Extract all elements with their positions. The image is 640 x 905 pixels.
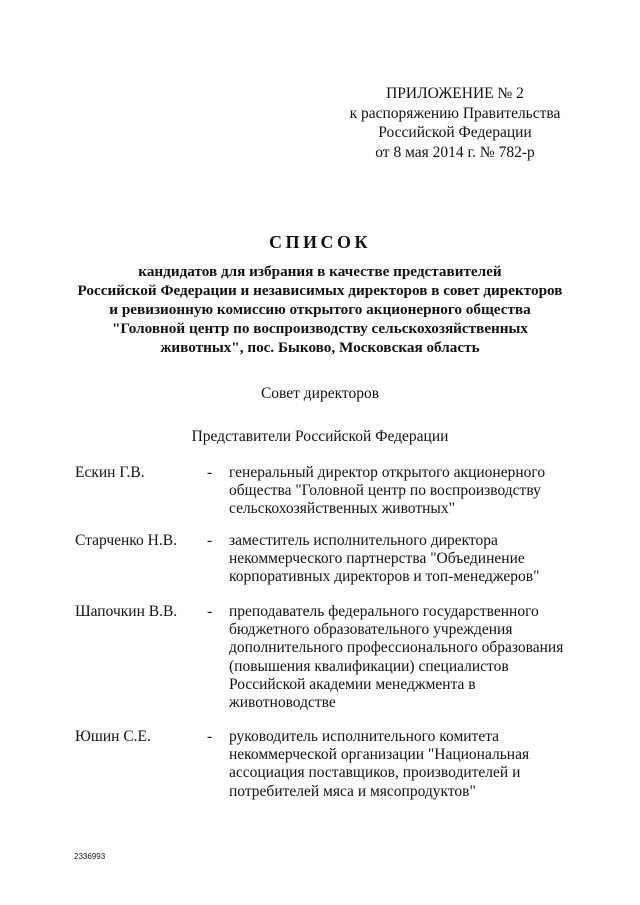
member-description bbox=[229, 603, 563, 712]
section-heading-representatives: Представители Российской Федерации bbox=[191, 428, 449, 445]
member-dash: - bbox=[207, 464, 213, 481]
annex-reference: к распоряжению Правительства bbox=[349, 104, 561, 122]
subtitle-line: "Головной центр по воспроизводству сельскохозяйственных bbox=[111, 320, 529, 337]
member-name: Старченко Н.В. bbox=[75, 532, 177, 549]
subtitle-line: кандидатов для избрания в качестве представителей bbox=[138, 263, 502, 280]
member-dash: - bbox=[207, 603, 213, 620]
member-name: Шапочкин В.В. bbox=[75, 603, 178, 620]
subtitle-line: Российской Федерации и независимых директоров в совет директоров bbox=[77, 282, 563, 299]
member-dash: - bbox=[207, 532, 213, 549]
description-line: корпоративных директоров и топ-менеджеров" bbox=[229, 568, 540, 586]
description-line: руководитель исполнительного комитета bbox=[229, 728, 500, 745]
description-line: заместитель исполнительного директора bbox=[229, 532, 498, 549]
document-title: СПИСОК bbox=[268, 232, 372, 252]
description-line: генеральный директор открытого акционерного bbox=[229, 464, 546, 481]
description-line: животноводстве bbox=[229, 694, 336, 712]
member-description bbox=[229, 532, 539, 587]
annex-authority: Российской Федерации bbox=[378, 124, 532, 141]
description-line: общества "Головной центр по воспроизводству bbox=[229, 482, 541, 500]
description-line: бюджетного образовательного учреждения bbox=[229, 621, 513, 639]
member-dash: - bbox=[207, 728, 213, 745]
description-line: ассоциация поставщиков, производителей и bbox=[229, 764, 521, 782]
subtitle-line: животных", пос. Быково, Московская область bbox=[160, 339, 480, 356]
document-number: 2336993 bbox=[74, 852, 106, 861]
description-line: некоммерческого партнерства "Объединение bbox=[229, 550, 525, 568]
section-heading-board: Совет директоров bbox=[260, 385, 380, 402]
description-line: некоммерческой организации "Национальная bbox=[229, 746, 530, 764]
subtitle-line: и ревизионную комиссию открытого акционерного общества bbox=[109, 301, 531, 318]
member-name: Юшин С.Е. bbox=[75, 728, 151, 745]
description-line: Российской академии менеджмента в bbox=[229, 675, 476, 693]
description-line: потребителей мяса и мясопродуктов" bbox=[229, 782, 476, 800]
document-subtitle bbox=[60, 262, 580, 357]
annex-date: от 8 мая 2014 г. № 782-р bbox=[375, 143, 535, 161]
description-line: (повышения квалификации) специалистов bbox=[229, 657, 509, 675]
member-description bbox=[229, 728, 529, 801]
annex-header bbox=[335, 84, 575, 162]
description-line: дополнительного профессионального образования bbox=[229, 639, 564, 657]
annex-title: ПРИЛОЖЕНИЕ № 2 bbox=[386, 85, 524, 102]
member-description bbox=[229, 464, 545, 519]
member-name: Ескин Г.В. bbox=[75, 464, 145, 481]
description-line: сельскохозяйственных животных" bbox=[229, 500, 455, 518]
description-line: преподаватель федерального государственного bbox=[229, 603, 539, 620]
